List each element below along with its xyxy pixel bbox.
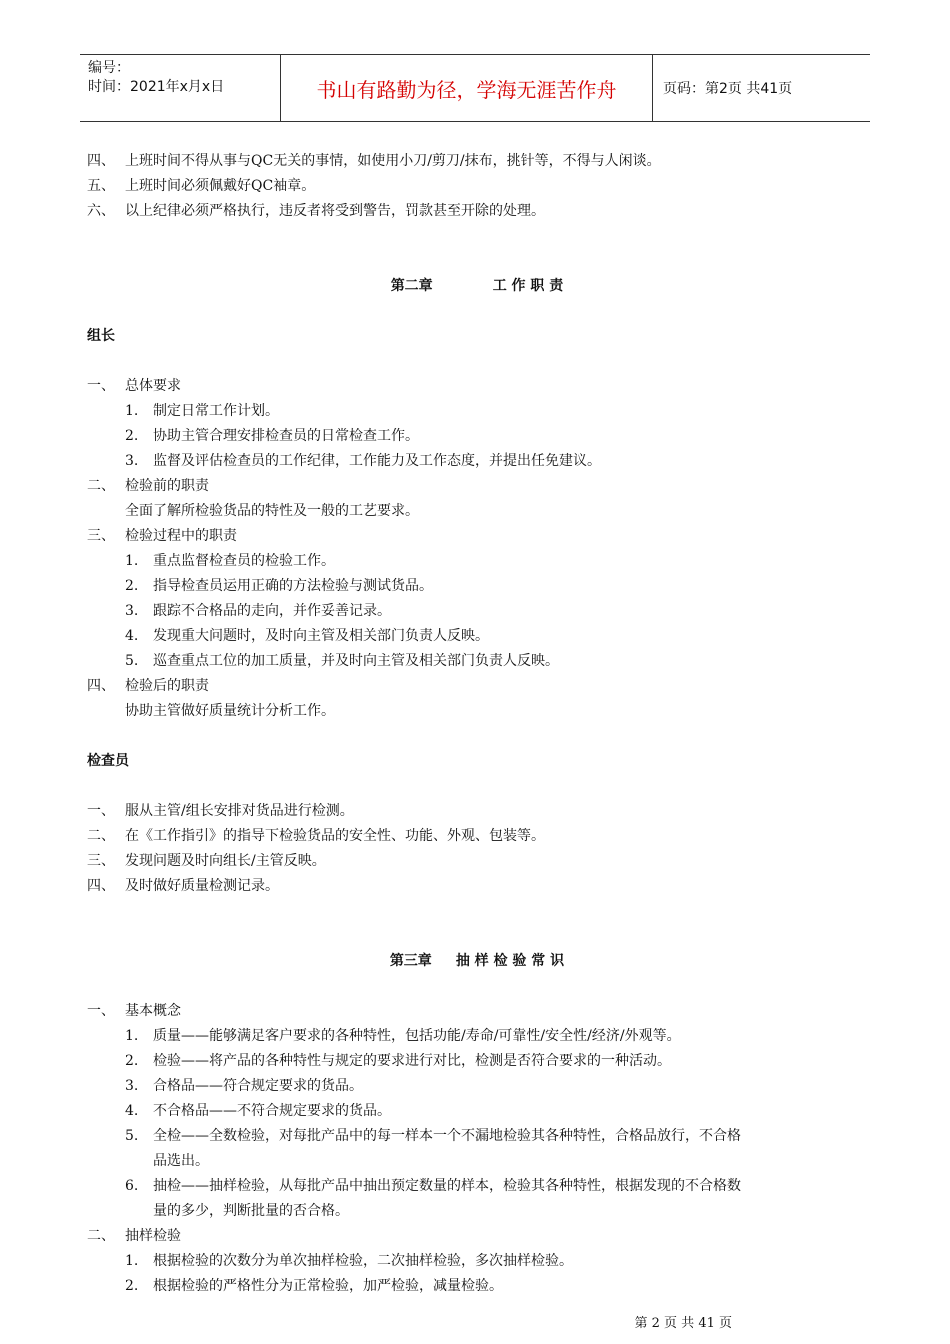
section-item: 一、 总体要求: [87, 378, 181, 394]
paragraph: 协助主管做好质量统计分析工作。: [125, 703, 335, 719]
list-item: 4. 发现重大问题时，及时向主管及相关部门负责人反映。: [125, 628, 489, 644]
list-item: 1. 重点监督检查员的检验工作。: [125, 553, 335, 569]
list-item: 5. 巡查重点工位的加工质量，并及时向主管及相关部门负责人反映。: [125, 653, 559, 669]
list-item: 5. 全检——全数检验，对每批产品中的每一样本一个不漏地检验其各种特性，合格品放行，不合格: [125, 1128, 741, 1144]
list-item: 1. 质量——能够满足客户要求的各种特性，包括功能/寿命/可靠性/安全性/经济/外观等。: [125, 1028, 681, 1044]
section-item: 二、 检验前的职责: [87, 478, 209, 494]
header-page-label: 页码：第2页 共41页: [663, 81, 793, 97]
rule-item: 五、 上班时间必须佩戴好QC袖章。: [87, 178, 316, 194]
header-motto: 书山有路勤为径，学海无涯苦作舟: [281, 55, 653, 121]
section-heading: 检查员: [87, 753, 129, 769]
list-item-continuation: 品选出。: [153, 1153, 209, 1169]
list-item: 3. 合格品——符合规定要求的货品。: [125, 1078, 363, 1094]
list-item: 2. 根据检验的严格性分为正常检验，加严检验，减量检验。: [125, 1278, 503, 1294]
section-item: 三、 检验过程中的职责: [87, 528, 237, 544]
section-item: 一、 基本概念: [87, 1003, 181, 1019]
list-item: 四、 及时做好质量检测记录。: [87, 878, 279, 894]
list-item: 2. 指导检查员运用正确的方法检验与测试货品。: [125, 578, 433, 594]
list-item: 6. 抽检——抽样检验，从每批产品中抽出预定数量的样本，检验其各种特性，根据发现的不合格数: [125, 1178, 741, 1194]
paragraph: 全面了解所检验货品的特性及一般的工艺要求。: [125, 503, 419, 519]
list-item: 三、 发现问题及时向组长/主管反映。: [87, 853, 326, 869]
chapter-title: 第二章 工 作 职 责: [390, 278, 564, 294]
page-header: [80, 54, 870, 122]
rule-item: 六、 以上纪律必须严格执行，违反者将受到警告，罚款甚至开除的处理。: [87, 203, 545, 219]
rule-item: 四、 上班时间不得从事与QC无关的事情，如使用小刀/剪刀/抹布，挑针等，不得与人闲谈。: [87, 153, 661, 169]
list-item: 4. 不合格品——不符合规定要求的货品。: [125, 1103, 391, 1119]
section-heading: 组长: [87, 328, 115, 344]
number-label: 编号：: [88, 60, 130, 76]
list-item: 3. 监督及评估检查员的工作纪律，工作能力及工作态度，并提出任免建议。: [125, 453, 601, 469]
page-footer: 第 2 页 共 41 页: [634, 1316, 732, 1331]
list-item: 1. 根据检验的次数分为单次抽样检验，二次抽样检验，多次抽样检验。: [125, 1253, 573, 1269]
section-item: 四、 检验后的职责: [87, 678, 209, 694]
list-item: 1. 制定日常工作计划。: [125, 403, 279, 419]
list-item: 2. 检验——将产品的各种特性与规定的要求进行对比，检测是否符合要求的一种活动。: [125, 1053, 671, 1069]
date-label: 时间：2021年x月x日: [88, 79, 225, 95]
section-item: 二、 抽样检验: [87, 1228, 181, 1244]
list-item: 2. 协助主管合理安排检查员的日常检查工作。: [125, 428, 419, 444]
list-item: 3. 跟踪不合格品的走向，并作妥善记录。: [125, 603, 391, 619]
document-body: [87, 149, 867, 1299]
list-item: 一、 服从主管/组长安排对货品进行检测。: [87, 803, 354, 819]
chapter-title: 第三章 抽 样 检 验 常 识: [389, 953, 565, 969]
list-item-continuation: 量的多少，判断批量的否合格。: [153, 1203, 349, 1219]
header-meta: [80, 55, 281, 121]
list-item: 二、 在《工作指引》的指导下检验货品的安全性、功能、外观、包装等。: [87, 828, 545, 844]
